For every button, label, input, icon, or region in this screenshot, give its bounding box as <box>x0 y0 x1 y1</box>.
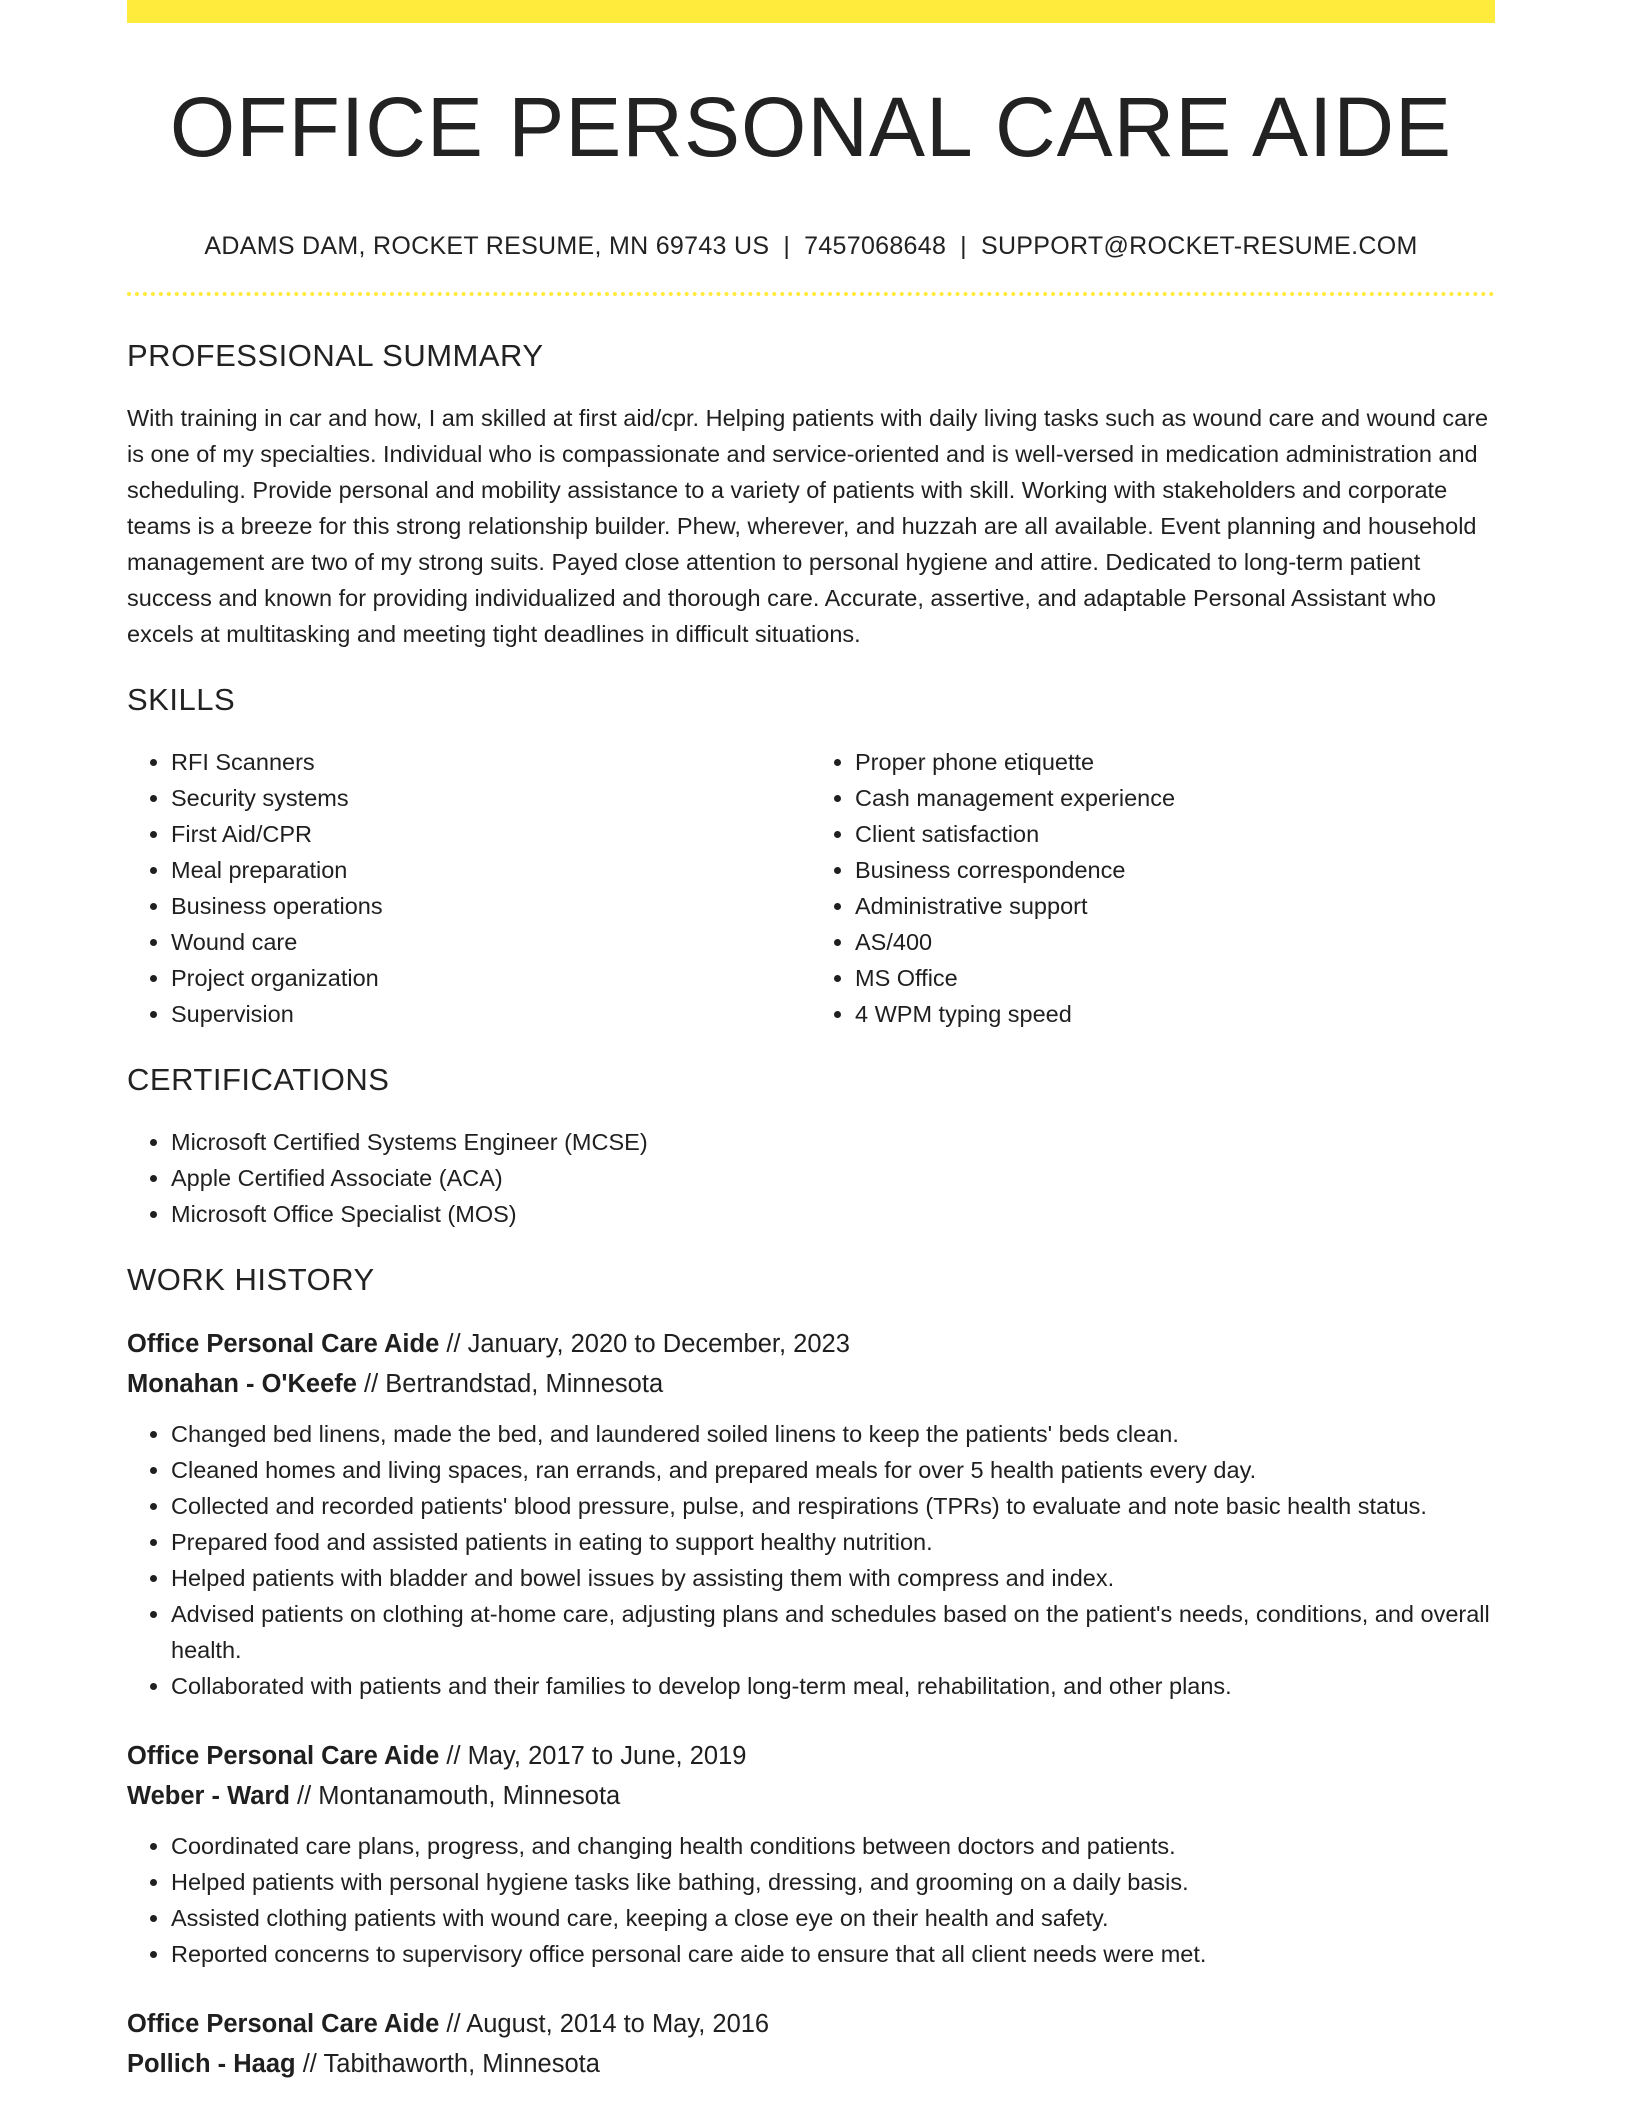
divider-text: // <box>302 2050 317 2078</box>
job-bullet: • Prepared food and assisted patients in eating to support healthy nutrition. <box>171 1524 1495 1560</box>
phone-text: 7457068648 <box>804 232 947 260</box>
summary-section <box>127 338 1495 652</box>
job-location: Tabithaworth, Minnesota <box>323 2050 600 2078</box>
skill-item: • 4 WPM typing speed <box>855 996 1495 1032</box>
job-company: Weber - Ward <box>127 1782 290 1810</box>
email-link[interactable]: SUPPORT@ROCKET-RESUME.COM <box>980 232 1418 260</box>
job-bullet: • Coordinated care plans, progress, and changing health conditions between doctors and patients. <box>171 1828 1495 1864</box>
resume-page <box>127 0 1495 2084</box>
skill-item: • Business correspondence <box>855 852 1495 888</box>
job-company-line <box>127 2044 1495 2084</box>
job-dates: August, 2014 to May, 2016 <box>466 2010 770 2038</box>
divider-text: // <box>364 1370 379 1398</box>
skill-item: • Administrative support <box>855 888 1495 924</box>
job-dates: January, 2020 to December, 2023 <box>467 1330 850 1358</box>
skills-section <box>127 682 1495 1032</box>
job-title: Office Personal Care Aide <box>127 1742 440 1770</box>
job-entry <box>127 2004 1495 2084</box>
skill-item: • Project organization <box>171 960 811 996</box>
certifications-list <box>127 1124 1495 1232</box>
divider-text: // <box>446 1742 461 1770</box>
job-company-line <box>127 1364 1495 1404</box>
skill-item: • Cash management experience <box>855 780 1495 816</box>
job-bullet: • Assisted clothing patients with wound care, keeping a close eye on their health and safety. <box>171 1900 1495 1936</box>
contact-line <box>127 232 1495 261</box>
divider-text: // <box>297 1782 312 1810</box>
job-company: Monahan - O'Keefe <box>127 1370 357 1398</box>
top-accent-bar <box>127 0 1495 23</box>
skill-item: • AS/400 <box>855 924 1495 960</box>
certification-item: • Microsoft Office Specialist (MOS) <box>171 1196 1495 1232</box>
skill-item: • Meal preparation <box>171 852 811 888</box>
job-title: Office Personal Care Aide <box>127 2010 440 2038</box>
divider-text: // <box>446 2010 461 2038</box>
job-company-line <box>127 1776 1495 1816</box>
summary-heading: PROFESSIONAL SUMMARY <box>127 338 544 373</box>
divider-text: // <box>446 1330 461 1358</box>
skill-item: • MS Office <box>855 960 1495 996</box>
contact-separator: | <box>960 232 967 260</box>
job-bullet: • Changed bed linens, made the bed, and laundered soiled linens to keep the patients' beds clean. <box>171 1416 1495 1452</box>
job-bullet-list <box>127 1416 1495 1704</box>
job-bullet: • Advised patients on clothing at-home care, adjusting plans and schedules based on the patient's needs, conditions, and overall health. <box>171 1596 1495 1668</box>
job-title-line <box>127 2004 1495 2044</box>
job-bullet: • Helped patients with personal hygiene tasks like bathing, dressing, and grooming on a daily basis. <box>171 1864 1495 1900</box>
certifications-section <box>127 1062 1495 1232</box>
skills-columns <box>127 744 1495 1032</box>
job-title-line <box>127 1324 1495 1364</box>
work-history-heading: WORK HISTORY <box>127 1262 375 1297</box>
skills-list-right <box>811 744 1495 1032</box>
skill-item: • First Aid/CPR <box>171 816 811 852</box>
job-bullet: • Helped patients with bladder and bowel issues by assisting them with compress and index. <box>171 1560 1495 1596</box>
summary-text: With training in car and how, I am skilled at first aid/cpr. Helping patients with daily living tasks such as wound care and wound care is one of my specialties. Individual who is compassionate and service-oriented and is well-versed in medication administration and scheduling. Provide personal and mobility assistance to a variety of patients with skill. Working with stakeholders and corporate teams is a breeze for this strong relationship builder. Phew, wherever, and huzzah are all available. Event planning and household management are two of my strong suits. Payed close attention to personal hygiene and attire. Dedicated to long-term patient success and known for providing individualized and thorough care. Accurate, assertive, and adaptable Personal Assistant who excels at multitasking and meeting tight deadlines in difficult situations. <box>127 405 1489 647</box>
job-company: Pollich - Haag <box>127 2050 296 2078</box>
contact-separator: | <box>783 232 791 260</box>
job-location: Bertrandstad, Minnesota <box>385 1370 664 1398</box>
skill-item: • RFI Scanners <box>171 744 811 780</box>
job-bullet: • Cleaned homes and living spaces, ran errands, and prepared meals for over 5 health patients every day. <box>171 1452 1495 1488</box>
skill-item: • Client satisfaction <box>855 816 1495 852</box>
address-text: ADAMS DAM, ROCKET RESUME, MN 69743 US <box>204 232 770 260</box>
skill-item: • Wound care <box>171 924 811 960</box>
job-bullet: • Collaborated with patients and their families to develop long-term meal, rehabilitation, and other plans. <box>171 1668 1495 1704</box>
skill-item: • Supervision <box>171 996 811 1032</box>
certifications-heading: CERTIFICATIONS <box>127 1062 390 1097</box>
skill-item: • Proper phone etiquette <box>855 744 1495 780</box>
job-title-line <box>127 1736 1495 1776</box>
job-bullet: • Collected and recorded patients' blood pressure, pulse, and respirations (TPRs) to evaluate and note basic health status. <box>171 1488 1495 1524</box>
certification-item: • Apple Certified Associate (ACA) <box>171 1160 1495 1196</box>
job-location: Montanamouth, Minnesota <box>318 1782 621 1810</box>
work-history-section <box>127 1262 1495 2084</box>
job-dates: May, 2017 to June, 2019 <box>467 1742 747 1770</box>
job-entry <box>127 1324 1495 1704</box>
skills-heading: SKILLS <box>127 682 236 717</box>
resume-name: OFFICE PERSONAL CARE AIDE <box>169 80 1453 174</box>
skills-list-left <box>127 744 811 1032</box>
skill-item: • Business operations <box>171 888 811 924</box>
job-entry <box>127 1736 1495 1972</box>
job-bullet-list <box>127 1828 1495 1972</box>
job-bullet: • Reported concerns to supervisory office personal care aide to ensure that all client needs were met. <box>171 1936 1495 1972</box>
job-title: Office Personal Care Aide <box>127 1330 440 1358</box>
skill-item: • Security systems <box>171 780 811 816</box>
dotted-divider <box>127 292 1495 296</box>
certification-item: • Microsoft Certified Systems Engineer (MCSE) <box>171 1124 1495 1160</box>
